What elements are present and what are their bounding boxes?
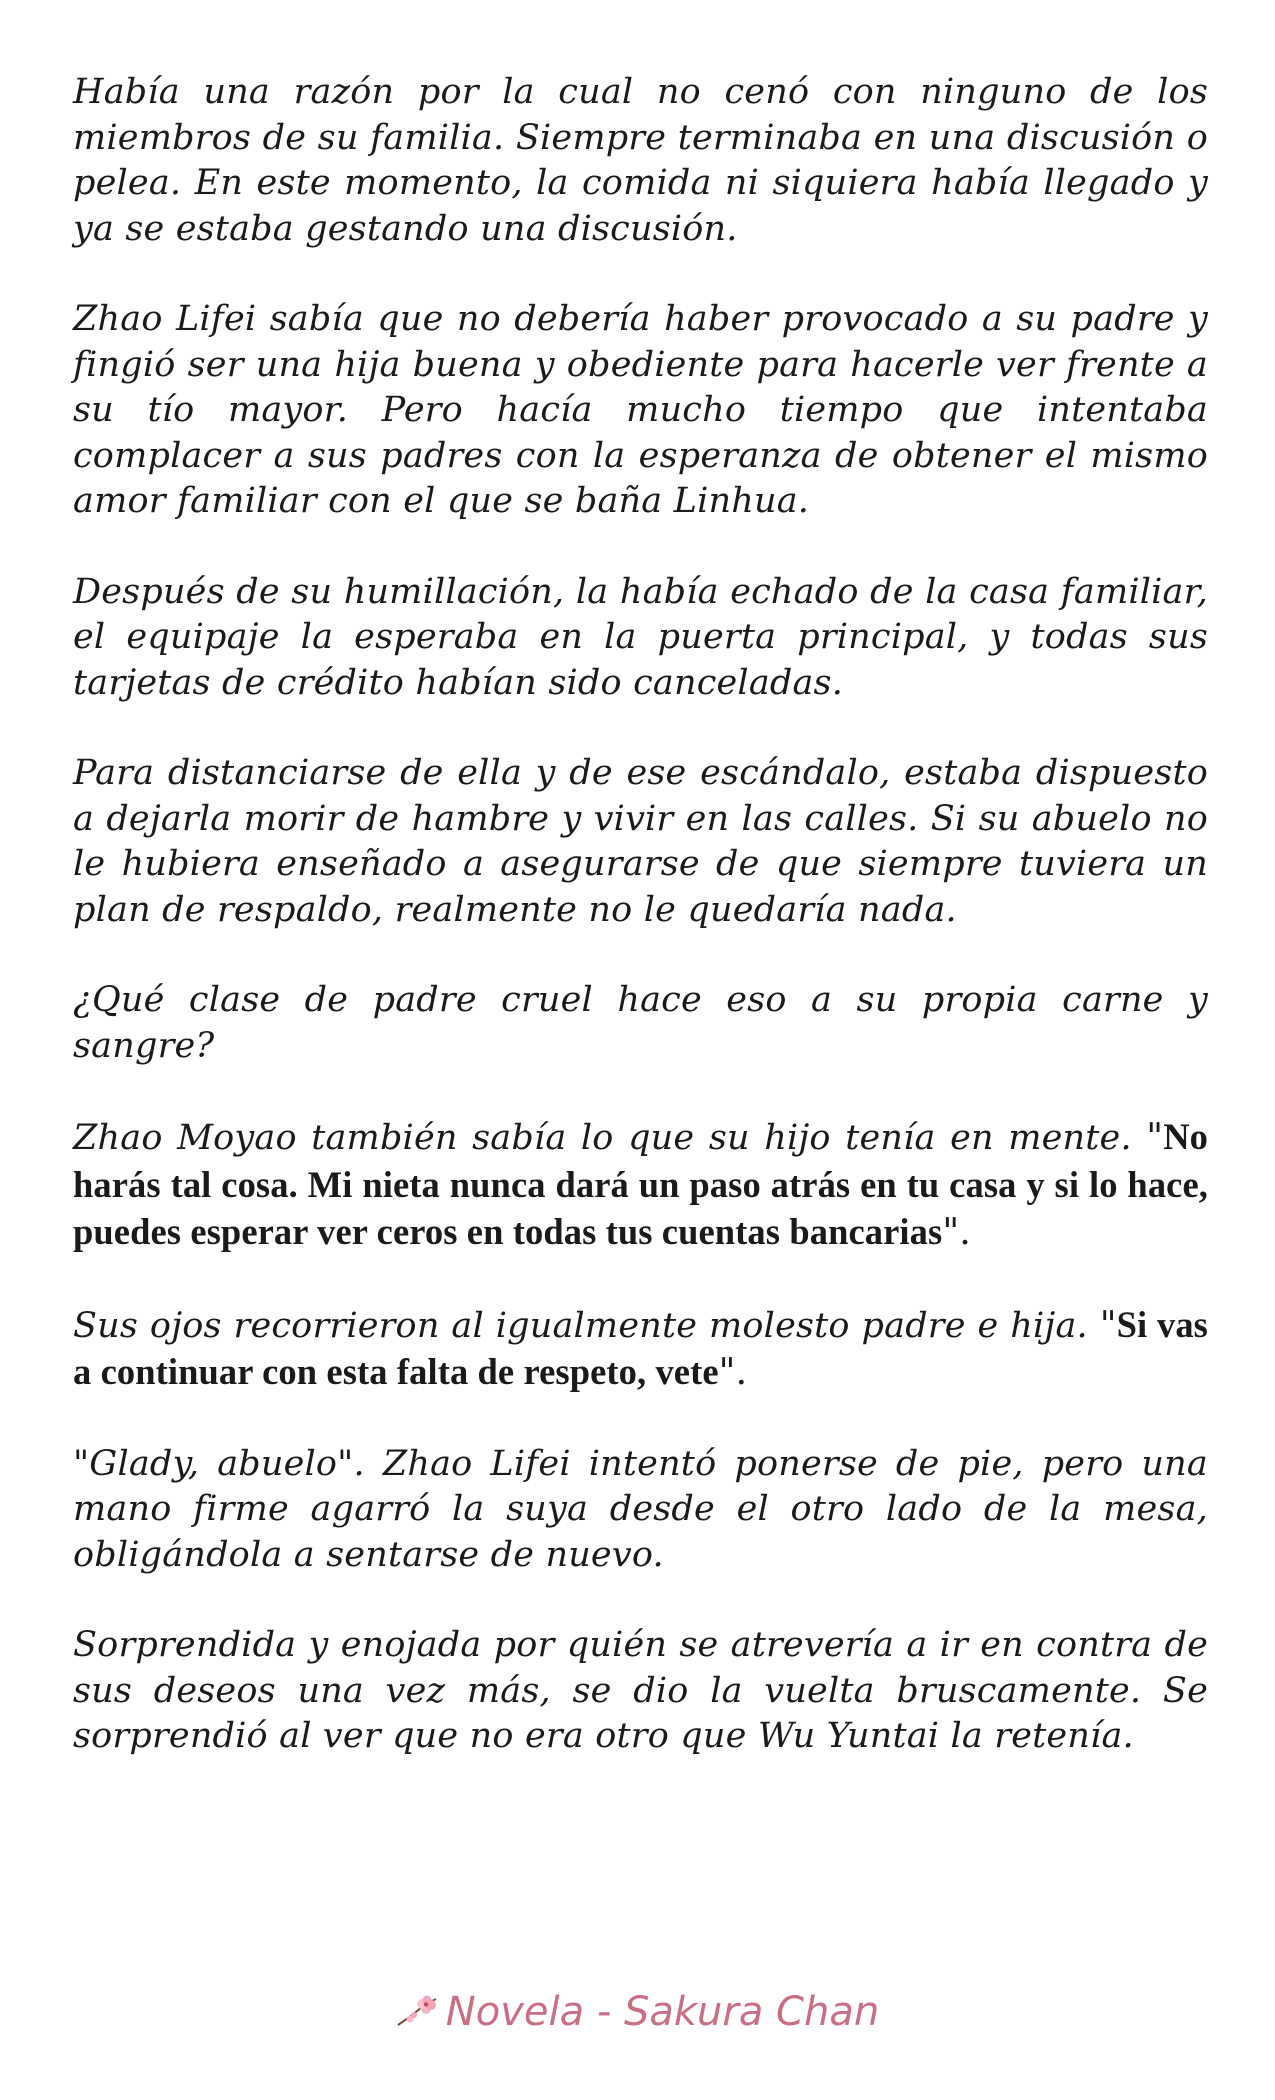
- dialogue-text: Si vas a continuar con esta falta de respeto, vete: [73, 1303, 1208, 1392]
- dialogue-text: No harás tal cosa. Mi nieta nunca dará un paso atrás en tu casa y si lo hace, puedes esperar ver ceros en todas tus cuentas bancarias: [73, 1116, 1208, 1252]
- paragraph: [73, 570, 1208, 707]
- paragraph: [73, 751, 1208, 933]
- narration-text: "Glady, abuelo". Zhao Lifei intentó ponerse de pie, pero una mano firme agarró la suya desde el otro lado de la mesa, obligándola a sentarse de nuevo.: [73, 1443, 1208, 1575]
- paragraph: [73, 70, 1208, 252]
- narration-text: Zhao Lifei sabía que no debería haber provocado a su padre y fingió ser una hija buena y obediente para hacerle ver frente a su tío mayor. Pero hacía mucho tiempo que intentaba complacer a sus padres con la esperanza de obtener el mismo amor familiar con el que se baña Linhua.: [73, 299, 1208, 521]
- narration-text: Había una razón por la cual no cenó con ninguno de los miembros de su familia. Siempre terminaba en una discusión o pelea. En este momento, la comida ni siquiera había llegado y ya se estaba gestando una discusión.: [73, 72, 1208, 249]
- paragraph: [73, 297, 1208, 525]
- paragraph: [73, 1114, 1208, 1257]
- narration-text: Sus ojos recorrieron al igualmente molesto padre e hija.: [73, 1305, 1100, 1346]
- narration-text: Después de su humillación, la había echado de la casa familiar, el equipaje la esperaba en la puerta principal, y todas sus tarjetas de crédito habían sido canceladas.: [73, 571, 1208, 703]
- narration-text: ¿Qué clase de padre cruel hace eso a su propia carne y sangre?: [73, 980, 1208, 1066]
- narration-text: Sorprendida y enojada por quién se atrevería a ir en contra de sus deseos una vez más, se dio la vuelta bruscamente. Se sorprendió al ver que no era otro que Wu Yuntai la retenía.: [73, 1625, 1208, 1756]
- watermark-text: Novela - Sakura Chan: [445, 1989, 880, 2035]
- quote-mark: ": [1146, 1115, 1164, 1158]
- sakura-flower-icon: [396, 1994, 438, 2030]
- document-body: [73, 70, 1208, 1805]
- quote-mark: ".: [718, 1350, 748, 1393]
- paragraph: [73, 1623, 1208, 1760]
- narration-text: Para distanciarse de ella y de ese escándalo, estaba dispuesto a dejarla morir de hambre y vivir en las calles. Si su abuelo no le hubiera enseñado a asegurarse de que siempre tuviera un plan de respaldo, realmente no le quedaría nada.: [73, 753, 1208, 930]
- narration-text: Zhao Moyao también sabía lo que su hijo tenía en mente.: [73, 1118, 1147, 1158]
- paragraph: [73, 1442, 1208, 1579]
- quote-mark: ".: [942, 1210, 971, 1253]
- quote-mark: ": [1099, 1302, 1117, 1346]
- paragraph: [73, 978, 1208, 1069]
- paragraph: [73, 1302, 1208, 1397]
- watermark-footer: [0, 1988, 1275, 2042]
